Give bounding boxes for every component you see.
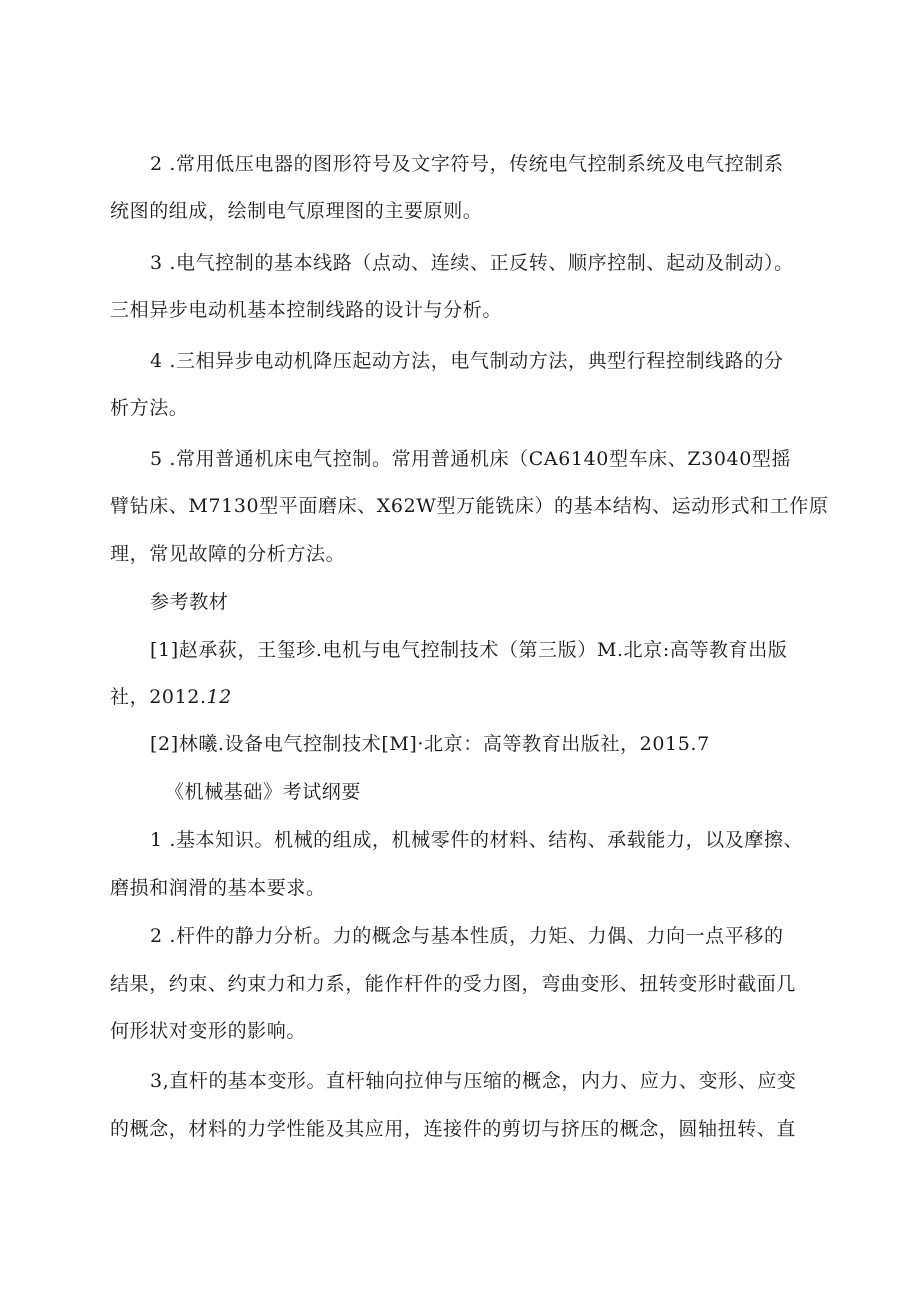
reference-1-line-2 (110, 685, 232, 709)
item-4-line-2: 析方法。 (110, 397, 189, 419)
item-4-line-1: 4 .三相异步电动机降压起动方法，电气制动方法，典型行程控制线路的分 (150, 350, 784, 372)
reference-2-line-1: [2]林曦.设备电气控制技术[M]·北京：高等教育出版社，2015.7 (150, 733, 710, 755)
section-item-1-line-2: 磨损和润滑的基本要求。 (110, 877, 326, 899)
item-2-line-2: 统图的组成，绘制电气原理图的主要原则。 (110, 200, 483, 222)
item-5-line-1: 5 .常用普通机床电气控制。常用普通机床（CA6140型车床、Z3040型摇 (150, 448, 792, 470)
section-item-3-line-1: 3,直杆的基本变形。直杆轴向拉伸与压缩的概念，内力、应力、变形、应变 (150, 1070, 797, 1092)
section-title: 《机械基础》考试纲要 (165, 781, 362, 803)
section-item-2-line-1: 2 .杆件的静力分析。力的概念与基本性质，力矩、力偶、力向一点平移的 (150, 925, 784, 947)
reference-1-month: 12 (206, 686, 232, 708)
item-3-line-1: 3 .电气控制的基本线路（点动、连续、正反转、顺序控制、起动及制动）。 (150, 252, 794, 274)
section-item-2-line-3: 何形状对变形的影响。 (110, 1020, 307, 1042)
item-5-line-3: 理，常见故障的分析方法。 (110, 543, 346, 565)
reference-1-line-1: [1]赵承荻，王玺珍.电机与电气控制技术（第三版）M.北京:高等教育出版 (150, 639, 788, 661)
section-item-3-line-2: 的概念，材料的力学性能及其应用，连接件的剪切与挤压的概念，圆轴扭转、直 (110, 1118, 797, 1140)
item-2-line-1: 2 .常用低压电器的图形符号及文字符号，传统电气控制系统及电气控制系 (150, 153, 784, 175)
reference-1-year: 社，2012. (110, 686, 207, 708)
item-5-line-2: 臂钻床、M7130型平面磨床、X62W型万能铣床）的基本结构、运动形式和工作原 (110, 495, 829, 517)
section-item-2-line-2: 结果，约束、约束力和力系，能作杆件的受力图，弯曲变形、扭转变形时截面几 (110, 973, 797, 995)
references-heading: 参考教材 (150, 591, 229, 613)
section-item-1-line-1: 1 .基本知识。机械的组成，机械零件的材料、结构、承载能力，以及摩擦、 (150, 829, 804, 851)
item-3-line-2: 三相异步电动机基本控制线路的设计与分析。 (110, 299, 503, 321)
